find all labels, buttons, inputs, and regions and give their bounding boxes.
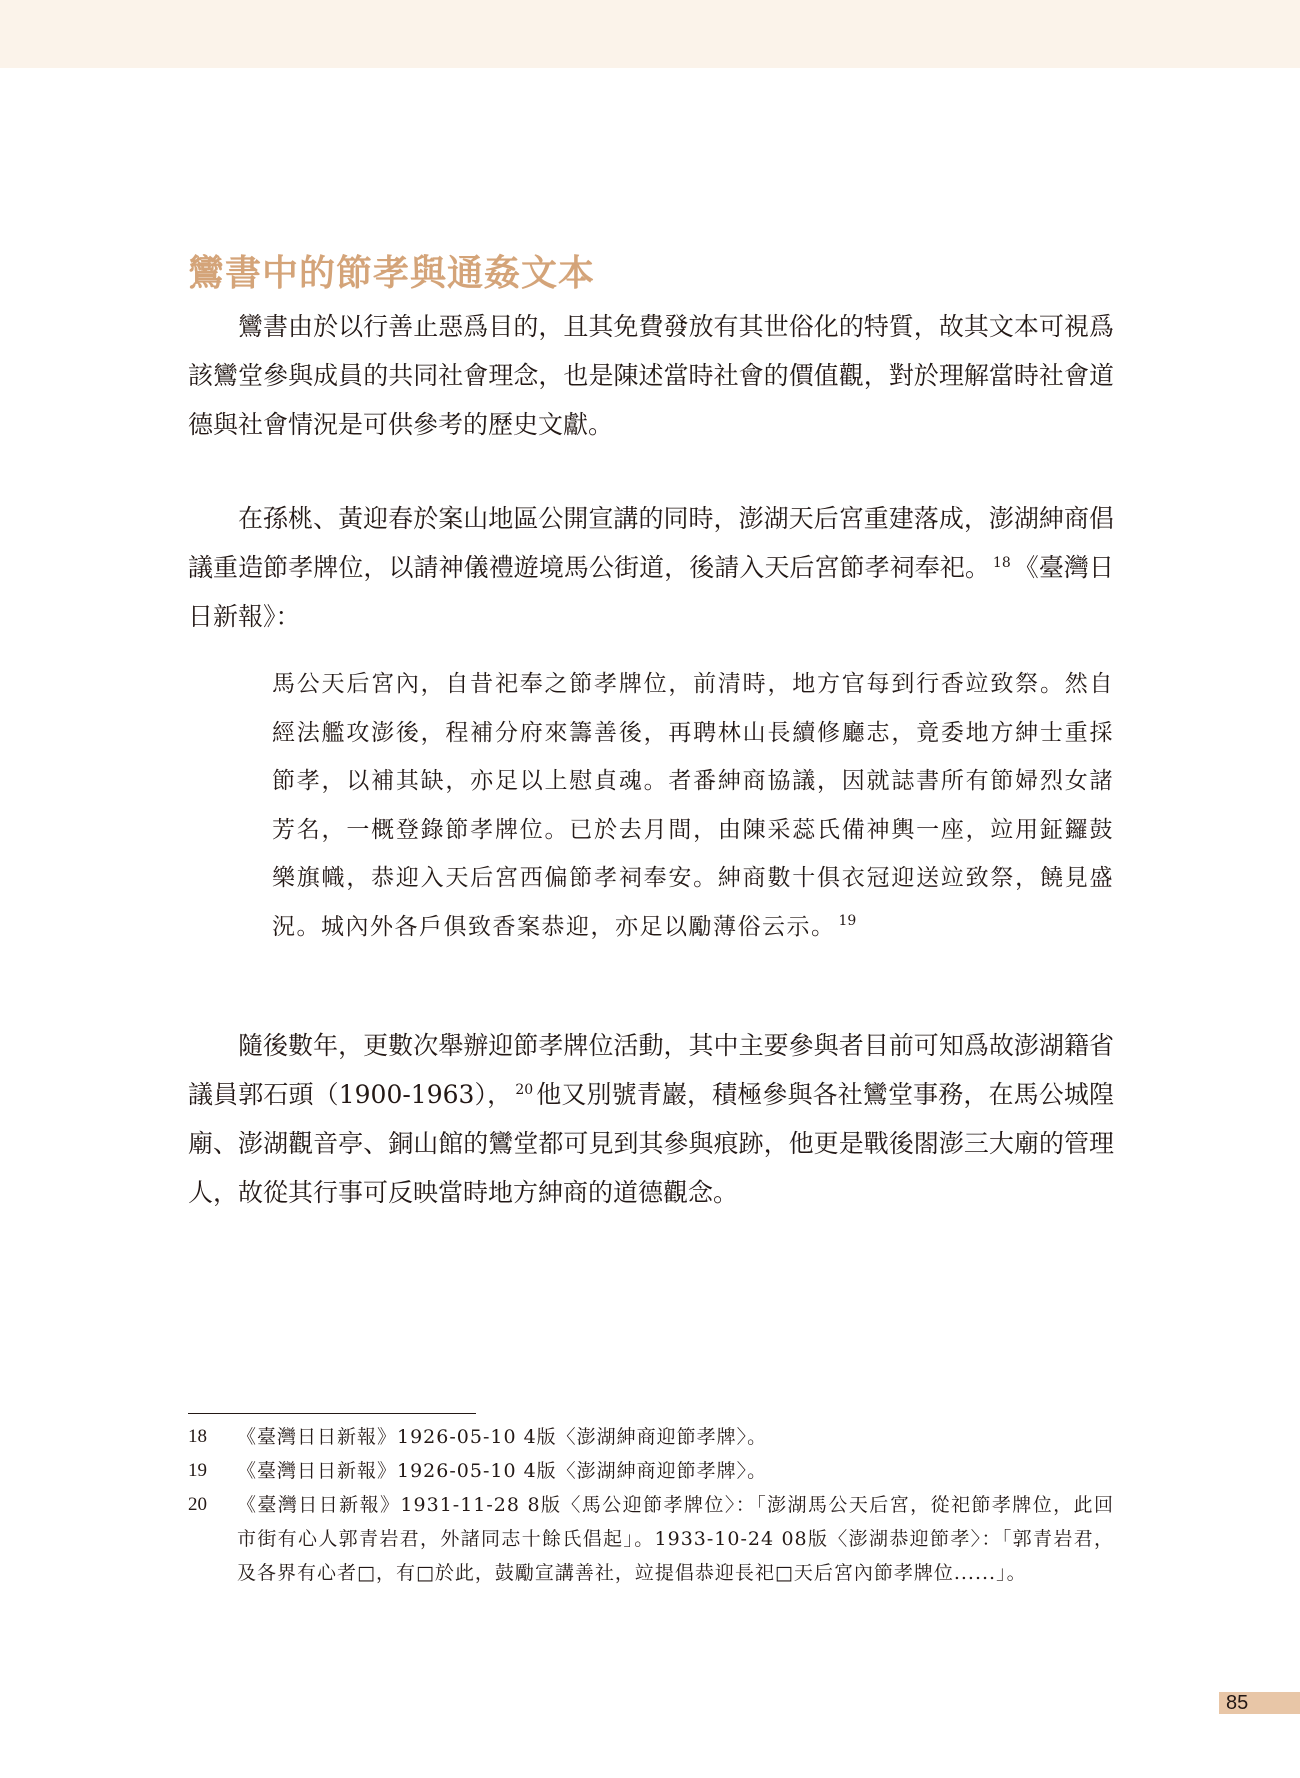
footnote	[188, 1420, 1114, 1454]
section-heading: 鸞書中的節孝與通姦文本	[188, 253, 596, 294]
block-quote	[272, 660, 1114, 951]
footnote-number: 18	[188, 1426, 207, 1447]
footnote-number: 20	[188, 1494, 207, 1515]
body-paragraph-3	[188, 1021, 1114, 1217]
footnote-text: 《臺灣日日新報》1931-11-28 8版〈馬公迎節孝牌位〉：「澎湖馬公天后宮，從祀節孝牌位，此回市街有心人郭青岩君，外諸同志十餘氏倡起」。1933-10-24 08版〈澎湖恭迎節孝〉：「郭青岩君，及各界有心者□，有□於此，鼓勵宣講善社，竝提倡恭迎長祀□天后宮內節孝牌位......」。	[237, 1494, 1114, 1584]
footnote-ref-18[interactable]: 18	[992, 555, 1011, 571]
paragraph-3-text-b: 他又別號青巖，積極參與各社鸞堂事務，在馬公城隍廟、澎湖觀音亭、銅山館的鸞堂都可見到其參與痕跡，他更是戰後閤澎三大廟的管理人，故從其行事可反映當時地方紳商的道德觀念。	[188, 1080, 1114, 1207]
paragraph-2-text: 在孫桃、黃迎春於案山地區公開宣講的同時，澎湖天后宮重建落成，澎湖紳商倡議重造節孝牌位，以請神儀禮遊境馬公街道，後請入天后宮節孝祠奉祀。	[188, 504, 1114, 582]
footnote-ref-20[interactable]: 20	[515, 1082, 534, 1098]
page-number: 85	[1219, 1692, 1300, 1714]
footnote	[188, 1488, 1114, 1590]
footnote-list	[188, 1420, 1114, 1590]
footnote-divider	[188, 1413, 476, 1414]
block-quote-text: 馬公天后宮內，自昔祀奉之節孝牌位，前清時，地方官每到行香竝致祭。然自經法艦攻澎後，程補分府來籌善後，再聘林山長續修廳志，竟委地方紳士重採節孝，以補其缺，亦足以上慰貞魂。者番紳商協議，因就誌書所有節婦烈女諸芳名，一概登錄節孝牌位。已於去月間，由陳采蕊氏備神輿一座，竝用鉦鑼鼓樂旗幟，恭迎入天后宮西偏節孝祠奉安。紳商數十俱衣冠迎送竝致祭，饒見盛況。城內外各戶俱致香案恭迎，亦足以勵薄俗云示。	[272, 671, 1114, 940]
body-paragraph-1: 鸞書由於以行善止惡爲目的，且其免費發放有其世俗化的特質，故其文本可視爲該鸞堂參與成員的共同社會理念，也是陳述當時社會的價值觀，對於理解當時社會道德與社會情況是可供參考的歷史文獻。	[188, 312, 1114, 439]
footnote-text: 《臺灣日日新報》1926-05-10 4版〈澎湖紳商迎節孝牌〉。	[237, 1426, 768, 1448]
footnote	[188, 1454, 1114, 1488]
footnote-ref-19[interactable]: 19	[838, 912, 857, 929]
body-paragraph-2	[188, 494, 1114, 641]
paragraph-2-tail: 《臺灣日日新報》：	[188, 553, 1114, 631]
paragraph-3-text-a: 隨後數年，更數次舉辦迎節孝牌位活動，其中主要參與者目前可知爲故澎湖籍省議員郭石頭（1900-1963），	[188, 1031, 1114, 1109]
footnote-text: 《臺灣日日新報》1926-05-10 4版〈澎湖紳商迎節孝牌〉。	[237, 1460, 768, 1482]
header-band	[0, 0, 1300, 68]
footnote-number: 19	[188, 1460, 207, 1481]
